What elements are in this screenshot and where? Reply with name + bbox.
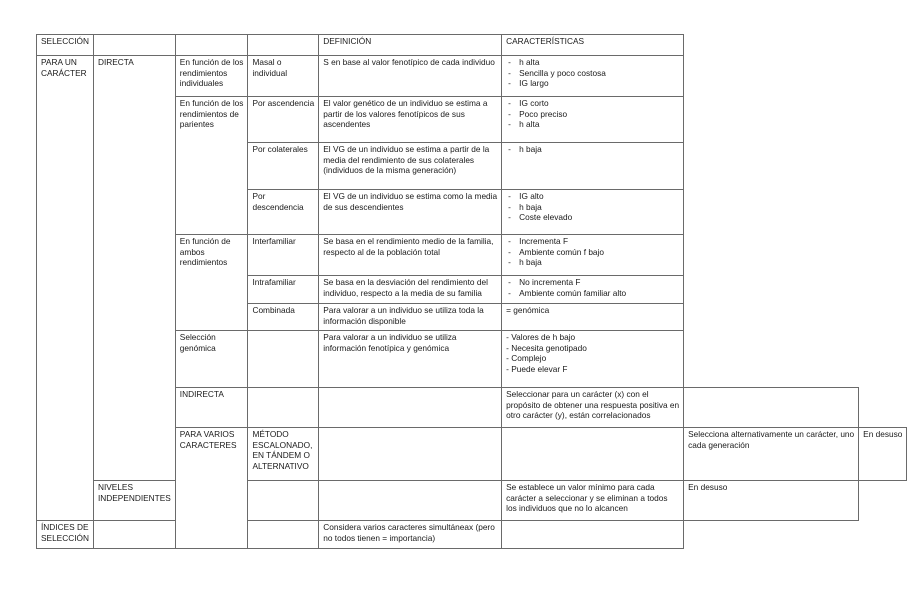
base-blank-indices: [93, 521, 175, 549]
features-colaterales: [502, 143, 684, 190]
table-row: [37, 481, 907, 521]
list-item: - h baja: [506, 202, 679, 213]
list-item: - h alta: [506, 119, 679, 130]
definition-indices: Considera varios caracteres simultáneax (pero no todos tienen = importancia): [319, 521, 502, 549]
group-un-caracter: PARA UN CARÁCTER: [37, 56, 94, 521]
base-genomica: Selección genómica: [175, 331, 248, 388]
method-descendencia: Por descendencia: [248, 190, 319, 235]
header-blank-2: [175, 35, 248, 56]
header-blank-3: [248, 35, 319, 56]
list-item: - h baja: [506, 144, 679, 155]
features-ascendencia: [502, 97, 684, 143]
definition-ascendencia: El valor genético de un individuo se estima a partir de los valores fenotípicos de sus ascendentes: [319, 97, 502, 143]
method-ascendencia: Por ascendencia: [248, 97, 319, 143]
features-interfamiliar: [502, 235, 684, 276]
type-metodo-escalonado: MÉTODO ESCALONADO, EN TÁNDEM O ALTERNATIVO: [248, 428, 319, 481]
method-masal: Masal o individual: [248, 56, 319, 97]
definition-indirecta: Seleccionar para un carácter (x) con el propósito de obtener una respuesta positiva en otro carácter (y), están correlacionados: [502, 388, 684, 428]
list-item: - Ambiente común f bajo: [506, 247, 679, 258]
list-item: - Valores de h bajo: [506, 332, 576, 342]
list-item: - Ambiente común familiar alto: [506, 288, 679, 299]
method-interfamiliar: Interfamiliar: [248, 235, 319, 276]
header-seleccion: SELECCIÓN: [37, 35, 94, 56]
features-combinada: = genómica: [502, 304, 684, 331]
list-item: - h alta: [506, 57, 679, 68]
list-item: - Sencilla y poco costosa: [506, 68, 679, 79]
base-blank-indirecta: [248, 388, 319, 428]
features-intrafamiliar: [502, 276, 684, 304]
selection-table: [36, 34, 907, 549]
definition-escalonado: Selecciona alternativamente un carácter, uno cada generación: [684, 428, 859, 481]
method-blank-escalonado: [502, 428, 684, 481]
list-item: - IG largo: [506, 78, 679, 89]
list-item: - Poco preciso: [506, 109, 679, 120]
header-blank-1: [93, 35, 175, 56]
list-item: - Incrementa F: [506, 236, 679, 247]
definition-intrafamiliar: Se basa en la desviación del rendimiento del individuo, respecto a la media de su familia: [319, 276, 502, 304]
features-escalonado: En desuso: [859, 428, 907, 481]
group-varios-caracteres: PARA VARIOS CARACTERES: [175, 428, 248, 549]
features-blank-indices: [502, 521, 684, 549]
list-item: - h baja: [506, 257, 679, 268]
type-niveles-independientes: NIVELES INDEPENDIENTES: [93, 481, 175, 521]
method-blank-genomica: [248, 331, 319, 388]
features-genomica: [502, 331, 684, 388]
method-colaterales: Por colaterales: [248, 143, 319, 190]
base-ambos-rend: En función de ambos rendimientos: [175, 235, 248, 331]
list-item: - No incrementa F: [506, 277, 679, 288]
definition-colaterales: El VG de un individuo se estima a partir de la media del rendimiento de sus colaterales (individuos de la misma generación): [319, 143, 502, 190]
features-masal: [502, 56, 684, 97]
definition-masal: S en base al valor fenotípico de cada individuo: [319, 56, 502, 97]
definition-combinada: Para valorar a un individuo se utiliza toda la información disponible: [319, 304, 502, 331]
method-intrafamiliar: Intrafamiliar: [248, 276, 319, 304]
header-definicion: DEFINICIÓN: [319, 35, 502, 56]
header-caracteristicas: CARACTERÍSTICAS: [502, 35, 684, 56]
definition-genomica: Para valorar a un individuo se utiliza información fenotípica y genómica: [319, 331, 502, 388]
list-item: - IG alto: [506, 191, 679, 202]
list-item: - Complejo: [506, 353, 547, 364]
method-combinada: Combinada: [248, 304, 319, 331]
list-item: - Puede elevar F: [506, 363, 568, 374]
table-row: [37, 56, 907, 97]
type-indirecta: INDIRECTA: [175, 388, 248, 428]
type-directa: DIRECTA: [93, 56, 175, 481]
list-item: - Coste elevado: [506, 212, 679, 223]
base-blank-escalonado: [319, 428, 502, 481]
definition-niveles: Se establece un valor mínimo para cada carácter a seleccionar y se eliminan a todos los individuos que no lo alcancen: [502, 481, 684, 521]
list-item: - IG corto: [506, 98, 679, 109]
method-blank-indices: [248, 521, 319, 549]
table-row: [37, 521, 907, 549]
type-indices-seleccion: ÍNDICES DE SELECCIÓN: [37, 521, 94, 549]
method-blank-indirecta: [319, 388, 502, 428]
features-niveles: En desuso: [684, 481, 859, 521]
definition-interfamiliar: Se basa en el rendimiento medio de la familia, respecto al de la población total: [319, 235, 502, 276]
definition-descendencia: El VG de un individuo se estima como la media de sus descendientes: [319, 190, 502, 235]
base-rend-parientes: En función de los rendimientos de parientes: [175, 97, 248, 235]
base-rend-individuales: En función de los rendimientos individuales: [175, 56, 248, 97]
features-blank-indirecta: [684, 388, 859, 428]
base-blank-niveles: [248, 481, 319, 521]
features-descendencia: [502, 190, 684, 235]
header-row: [37, 35, 907, 56]
list-item: - Necesita genotipado: [506, 342, 587, 353]
method-blank-niveles: [319, 481, 502, 521]
